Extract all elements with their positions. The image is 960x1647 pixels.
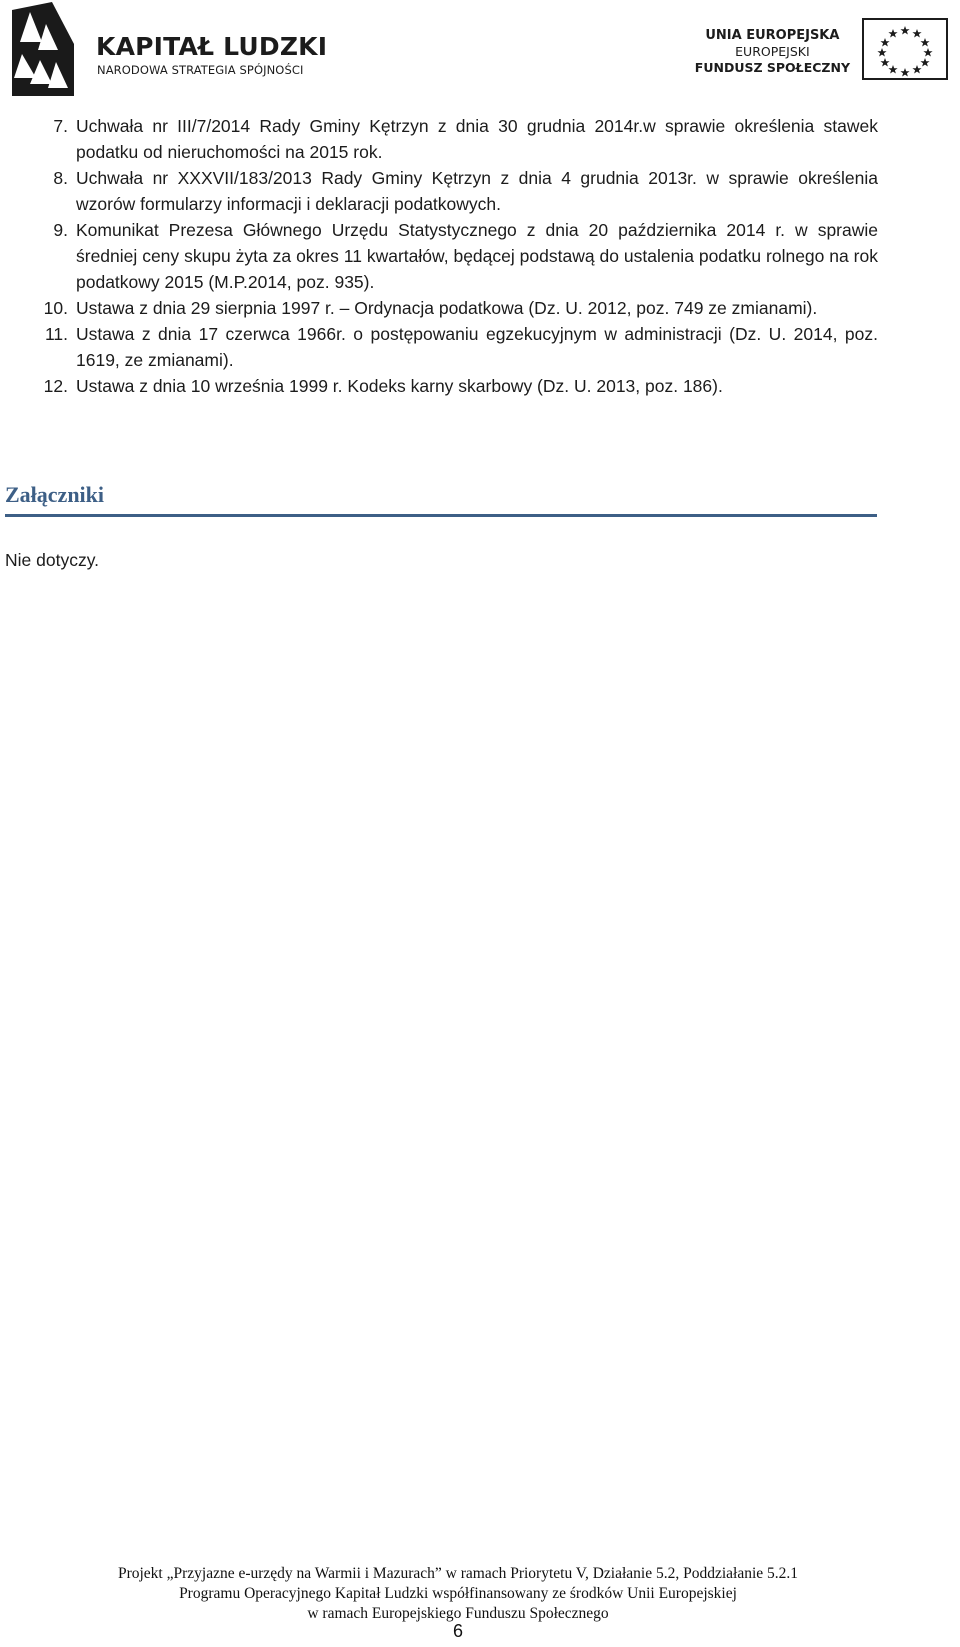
list-item-text: Komunikat Prezesa Głównego Urzędu Statystycznego z dnia 20 października 2014 r. w sprawie średniej ceny skupu żyta za okres 11 kwartałów, będącej podstawą do ustalenia podatku rolnego na rok podatkowy 2015 (M.P.2014, poz. 935). <box>76 220 878 292</box>
list-item <box>28 113 878 165</box>
eu-logo-line3: FUNDUSZ SPOŁECZNY <box>694 60 850 75</box>
list-item <box>28 373 878 399</box>
list-item <box>28 321 878 373</box>
list-item-number: 12. <box>43 376 68 396</box>
list-item-text: Uchwała nr III/7/2014 Rady Gminy Kętrzyn z dnia 30 grudnia 2014r.w sprawie określenia stawek podatku od nieruchomości na 2015 rok. <box>76 116 878 162</box>
list-item-number: 9. <box>53 220 68 240</box>
eu-flag-icon <box>862 18 948 80</box>
list-item <box>28 217 878 295</box>
list-item-text: Uchwała nr XXXVII/183/2013 Rady Gminy Kętrzyn z dnia 4 grudnia 2013r. w sprawie określenia wzorów formularzy informacji i deklaracji podatkowych. <box>76 168 878 214</box>
footer-line2: Programu Operacyjnego Kapitał Ludzki współfinansowany ze środków Unii Europejskiej <box>179 1585 737 1602</box>
eu-logo <box>678 14 948 84</box>
eu-logo-text <box>695 28 850 76</box>
list-item-text: Ustawa z dnia 29 sierpnia 1997 r. – Ordynacja podatkowa (Dz. U. 2012, poz. 749 ze zmianami). <box>76 298 818 318</box>
kapital-ludzki-title: KAPITAŁ LUDZKI <box>96 32 328 61</box>
references-list <box>28 113 878 399</box>
list-item-number: 7. <box>53 116 68 136</box>
page-number: 6 <box>452 1621 463 1641</box>
footer-line1: Projekt „Przyjazne e-urzędy na Warmii i Mazurach” w ramach Priorytetu V, Działanie 5.2, Poddziałanie 5.2.1 <box>117 1565 799 1582</box>
list-item <box>28 295 878 321</box>
list-item-number: 11. <box>44 324 68 344</box>
page-footer <box>0 1564 916 1624</box>
list-item <box>28 165 878 217</box>
eu-logo-line1: UNIA EUROPEJSKA <box>705 28 840 43</box>
kapital-ludzki-subtitle: NARODOWA STRATEGIA SPÓJNOŚCI <box>97 63 304 77</box>
list-item-text: Ustawa z dnia 17 czerwca 1966r. o postępowaniu egzekucyjnym w administracji (Dz. U. 2014, poz. 1619, ze zmianami). <box>76 324 878 370</box>
list-item-text: Ustawa z dnia 10 września 1999 r. Kodeks karny skarbowy (Dz. U. 2013, poz. 186). <box>76 376 723 396</box>
section-heading-zalaczniki: Załączniki <box>5 482 877 517</box>
eu-logo-line2: EUROPEJSKI <box>735 44 810 59</box>
section-body: Nie dotyczy. <box>5 550 100 570</box>
footer-line3: w ramach Europejskiego Funduszu Społecznego <box>307 1605 609 1622</box>
page-header <box>0 0 960 100</box>
list-item-number: 10. <box>43 298 68 318</box>
kapital-ludzki-emblem-icon <box>12 2 74 96</box>
list-item-number: 8. <box>53 168 68 188</box>
kapital-ludzki-logo <box>12 2 328 96</box>
